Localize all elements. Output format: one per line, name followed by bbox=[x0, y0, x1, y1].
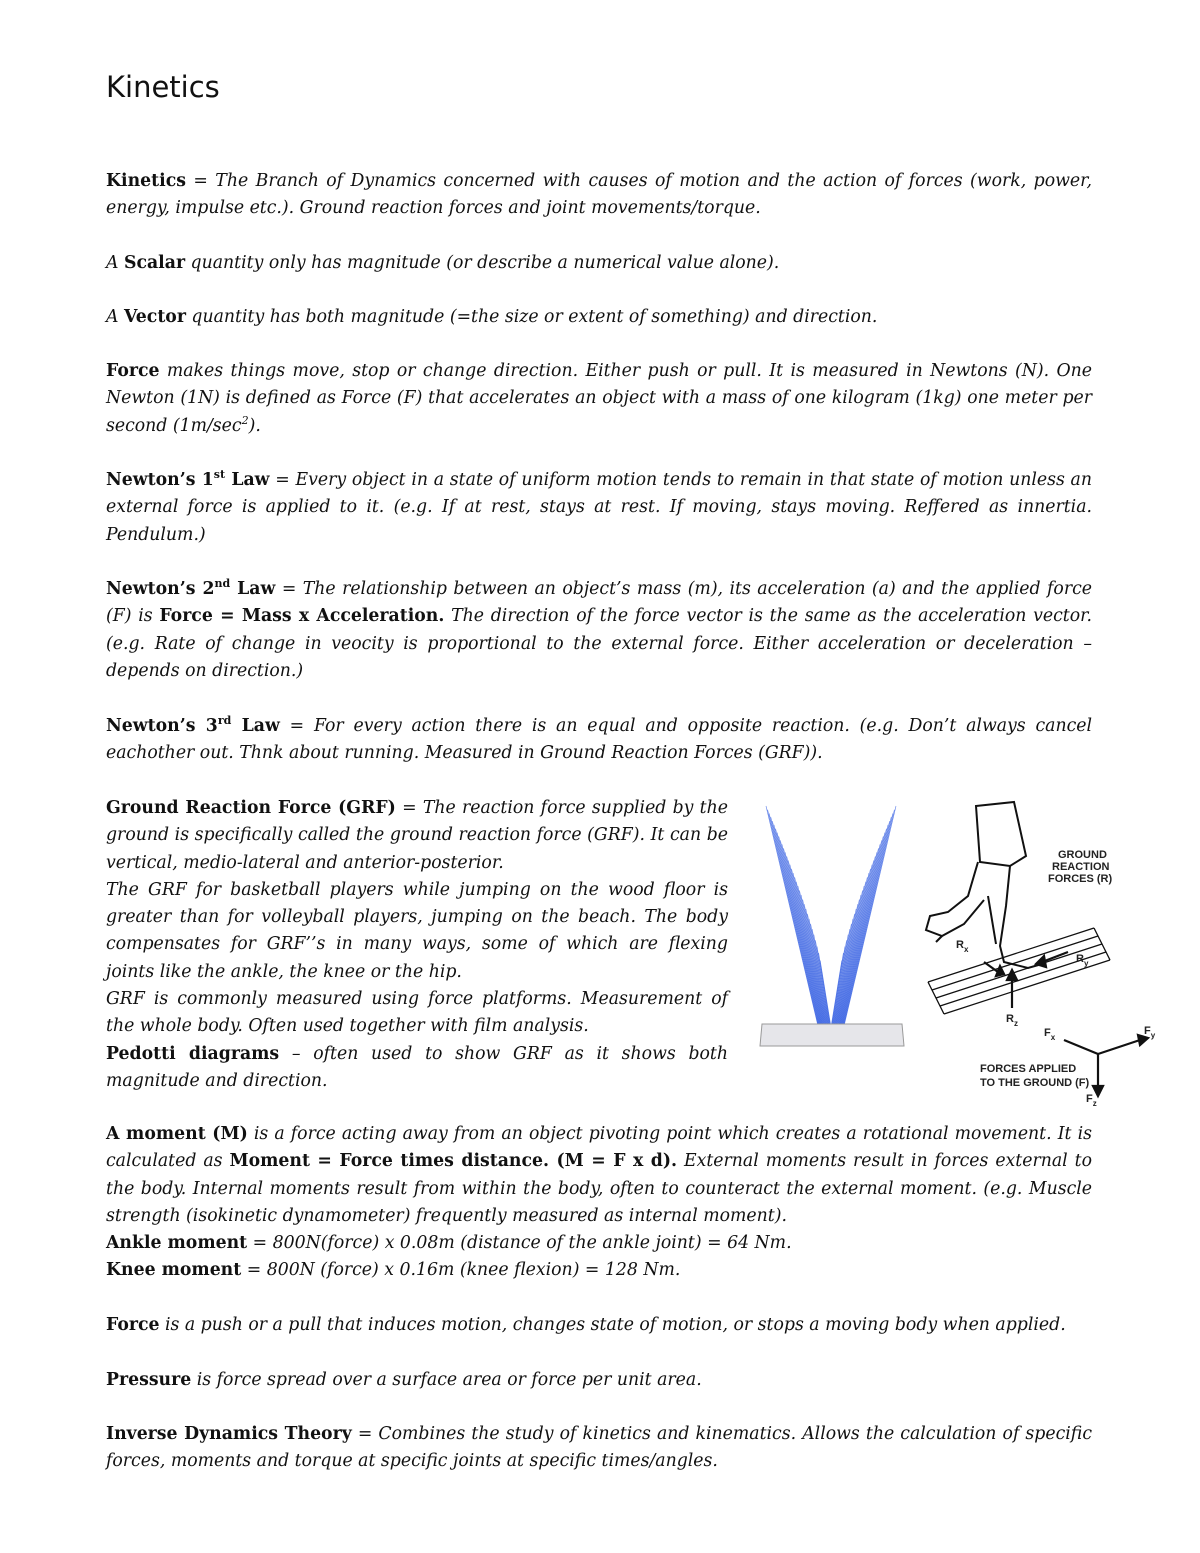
force-vector-line bbox=[790, 865, 824, 1026]
law3-term-b: Law bbox=[231, 716, 280, 736]
scalar-definition bbox=[106, 250, 1092, 277]
force-vector-line bbox=[771, 817, 819, 1026]
ankle-text: = 800N(force) x 0.08m (distance of the ankle joint) = 64 Nm. bbox=[247, 1233, 792, 1254]
force-definition bbox=[106, 358, 1092, 440]
runner-figure bbox=[926, 802, 1042, 968]
law2-term-a: Newton’s 2 bbox=[106, 579, 215, 599]
ground-reaction-forces-image bbox=[918, 796, 1164, 1116]
newton-first-law bbox=[106, 467, 1092, 549]
law1-sup: st bbox=[213, 468, 226, 482]
law2-term-b: Law bbox=[230, 579, 276, 599]
force-vector-line bbox=[772, 821, 819, 1026]
pressure-text: is force spread over a surface area or force per unit area. bbox=[191, 1370, 702, 1390]
inverse-term: Inverse Dynamics Theory bbox=[106, 1424, 352, 1444]
force-vector-line bbox=[841, 833, 884, 1026]
applied-label-line2: TO THE GROUND (F) bbox=[980, 1077, 1090, 1089]
pedotti-diagram-image bbox=[756, 800, 906, 1060]
grf-text-a: = The reaction force supplied by the ground is specifically called the ground reaction force (GRF). It can be vertical, medio-lateral and anterior-posterior. bbox=[106, 798, 728, 873]
force-vector-line bbox=[837, 882, 866, 1026]
grf-text-c: GRF is commonly measured using force platforms. Measurement of the whole body. Often used together with film analysis. bbox=[106, 989, 728, 1037]
force-vector-line bbox=[839, 856, 875, 1026]
force-vector-line bbox=[842, 821, 889, 1026]
force-vector-line bbox=[782, 844, 822, 1026]
law3-term-a: Newton’s 3 bbox=[106, 716, 218, 736]
force-vector-line bbox=[768, 810, 819, 1026]
force-vector-line bbox=[839, 860, 874, 1026]
force-vector-line bbox=[838, 869, 871, 1026]
force-vector-line bbox=[844, 806, 896, 1026]
inverse-text: = Combines the study of kinetics and kinematics. Allows the calculation of specific forces, moments and torque at specific joints at specific times/angles. bbox=[106, 1424, 1092, 1472]
force-vector-line bbox=[796, 882, 825, 1026]
pressure-term: Pressure bbox=[106, 1370, 192, 1390]
force-vector-line bbox=[766, 806, 818, 1026]
pedotti-text: – often used to show GRF as it shows both magnitude and direction. bbox=[106, 1043, 728, 1091]
scalar-pre: A bbox=[106, 253, 124, 273]
reaction-force-arrows bbox=[984, 952, 1068, 1008]
force2-text: is a push or a pull that induces motion, changes state of motion, or stops a moving body when applied. bbox=[159, 1315, 1066, 1335]
force-text: makes things move, stop or change direction. Either push or pull. It is measured in Newtons (N). One Newton (1N) is defined as Force (F) that accelerates an object with a mass of one kilogram (1kg) one meter per second (1m/sec bbox=[106, 361, 1092, 436]
kinetics-text: = The Branch of Dynamics concerned with causes of motion and the action of forces (work, power, energy, impulse etc.). Ground reaction forces and joint movements/torque. bbox=[106, 171, 1092, 219]
force-term: Force bbox=[106, 361, 160, 381]
fy-label: $F_y$ bbox=[1144, 1025, 1156, 1040]
force-sup: 2 bbox=[241, 413, 249, 427]
pedotti-definition bbox=[106, 1041, 728, 1096]
law1-text: = Every object in a state of uniform motion tends to remain in that state of motion unless an external force is applied to it. (e.g. If at rest, stays at rest. If moving, stays moving. Reffered as innertia. Pendulum.) bbox=[106, 470, 1092, 545]
force-vector-line bbox=[774, 825, 820, 1026]
moment-text-a: is a force acting away from an object pivoting point which creates a rotational movement. It is calculated as bbox=[106, 1124, 1092, 1172]
moment-definition bbox=[106, 1121, 1092, 1230]
force-vector-line bbox=[787, 856, 823, 1026]
force-vector-line bbox=[788, 860, 823, 1026]
force-vector-line bbox=[843, 817, 891, 1026]
force-vector-line bbox=[843, 813, 893, 1026]
grf-definition bbox=[106, 795, 728, 877]
grf-term: Ground Reaction Force (GRF) bbox=[106, 798, 396, 818]
vector-text: quantity has both magnitude (=the size or extent of something) and direction. bbox=[185, 307, 878, 327]
scalar-term: Scalar bbox=[123, 253, 186, 273]
force-vector-line bbox=[776, 829, 821, 1026]
rx-label: $R_x$ bbox=[956, 939, 969, 954]
force-vector-line bbox=[785, 852, 822, 1026]
grf-section bbox=[106, 795, 728, 1095]
force-vector-line bbox=[777, 833, 820, 1026]
moment-text-b: External moments result in forces external to the body. Internal moments result from within the body, often to counteract the external moment. (e.g. Muscle strength (isokinetic dynamometer) frequently measured as internal moment). bbox=[106, 1151, 1092, 1226]
law3-text: = For every action there is an equal and opposite reaction. (e.g. Don’t always cancel eachother out. Thnk about running. Measured in Ground Reaction Forces (GRF)). bbox=[106, 716, 1093, 764]
vector-definition bbox=[106, 304, 1092, 331]
moment-formula: Moment = Force times distance. (M = F x d). bbox=[229, 1151, 678, 1172]
pedotti-term: Pedotti diagrams bbox=[106, 1043, 280, 1064]
force-platform bbox=[760, 1024, 904, 1046]
ankle-term: Ankle moment bbox=[106, 1233, 248, 1254]
moment-section bbox=[106, 1121, 1092, 1285]
fx-label: $F_x$ bbox=[1044, 1027, 1056, 1042]
force-vector-line bbox=[839, 852, 876, 1026]
fz-label: $F_z$ bbox=[1086, 1093, 1097, 1108]
moment-term: A moment (M) bbox=[106, 1124, 248, 1144]
inverse-dynamics-definition bbox=[106, 1421, 1092, 1476]
law2-sup: nd bbox=[214, 577, 231, 591]
force-vector-line bbox=[838, 865, 872, 1026]
law3-sup: rd bbox=[217, 714, 232, 728]
force-vector-line bbox=[841, 836, 883, 1026]
grf-text-b: The GRF for basketball players while jumping on the wood floor is greater than for volleyball players, jumping on the beach. The body compensates for GRF’’s in many ways, some of which are flexing joints like the ankle, the knee or the hip. bbox=[106, 879, 728, 982]
ry-label: $R_y$ bbox=[1076, 953, 1089, 968]
force-vector-line bbox=[769, 813, 819, 1026]
knee-term: Knee moment bbox=[106, 1260, 242, 1281]
scalar-text: quantity only has magnitude (or describe a numerical value alone). bbox=[185, 253, 780, 273]
force-vector-line bbox=[841, 840, 882, 1026]
force-vector-line bbox=[840, 848, 879, 1026]
applied-label-line1: FORCES APPLIED bbox=[980, 1063, 1077, 1075]
law2-text-a: = The relationship between an object’s mass (m), its acceleration (a) and the applied force (F) is bbox=[106, 579, 1093, 627]
law1-term-b: Law bbox=[225, 470, 270, 490]
kinetics-term: Kinetics bbox=[106, 171, 186, 191]
ankle-moment bbox=[106, 1230, 1092, 1257]
force-vector-line bbox=[780, 840, 821, 1026]
newton-second-law bbox=[106, 576, 1092, 685]
force-vector-line bbox=[792, 869, 825, 1026]
force-end: ). bbox=[248, 415, 261, 436]
vector-pre: A bbox=[106, 307, 124, 327]
law2-formula: Force = Mass x Acceleration. bbox=[159, 606, 445, 627]
force-vector-line bbox=[844, 810, 895, 1026]
force2-term: Force bbox=[106, 1315, 160, 1335]
pressure-definition bbox=[106, 1367, 1092, 1394]
force-vector-line bbox=[793, 873, 824, 1026]
force-second-definition bbox=[106, 1312, 1092, 1339]
grf-label-line1: GROUND bbox=[1058, 849, 1107, 861]
law2-text-b: The direction of the force vector is the same as the acceleration vector. (e.g. Rate of change in veocity is proportional to the external force. Either acceleration or deceleration – depends on direction.) bbox=[106, 606, 1092, 681]
force-vector-line bbox=[842, 825, 888, 1026]
law1-term-a: Newton’s 1 bbox=[106, 470, 214, 490]
rz-label: $R_z$ bbox=[1006, 1013, 1018, 1028]
force-vector-line bbox=[795, 877, 825, 1026]
grf-label-line3: FORCES (R) bbox=[1048, 873, 1113, 885]
force-vector-line bbox=[838, 873, 869, 1026]
page-title: Kinetics bbox=[106, 70, 220, 104]
force-vector-line bbox=[779, 836, 821, 1026]
vector-term: Vector bbox=[123, 307, 186, 327]
kinetics-definition bbox=[106, 168, 1092, 223]
knee-text: = 800N (force) x 0.16m (knee flexion) = 128 Nm. bbox=[241, 1260, 681, 1281]
knee-moment bbox=[106, 1257, 1092, 1284]
force-vector-line bbox=[837, 877, 867, 1026]
force-vector-line bbox=[842, 829, 887, 1026]
force-vector-line bbox=[784, 848, 823, 1026]
newton-third-law bbox=[106, 713, 1092, 768]
grf-label-line2: REACTION bbox=[1052, 861, 1110, 873]
pedotti-force-vectors bbox=[766, 806, 896, 1026]
force-vector-line bbox=[840, 844, 880, 1026]
